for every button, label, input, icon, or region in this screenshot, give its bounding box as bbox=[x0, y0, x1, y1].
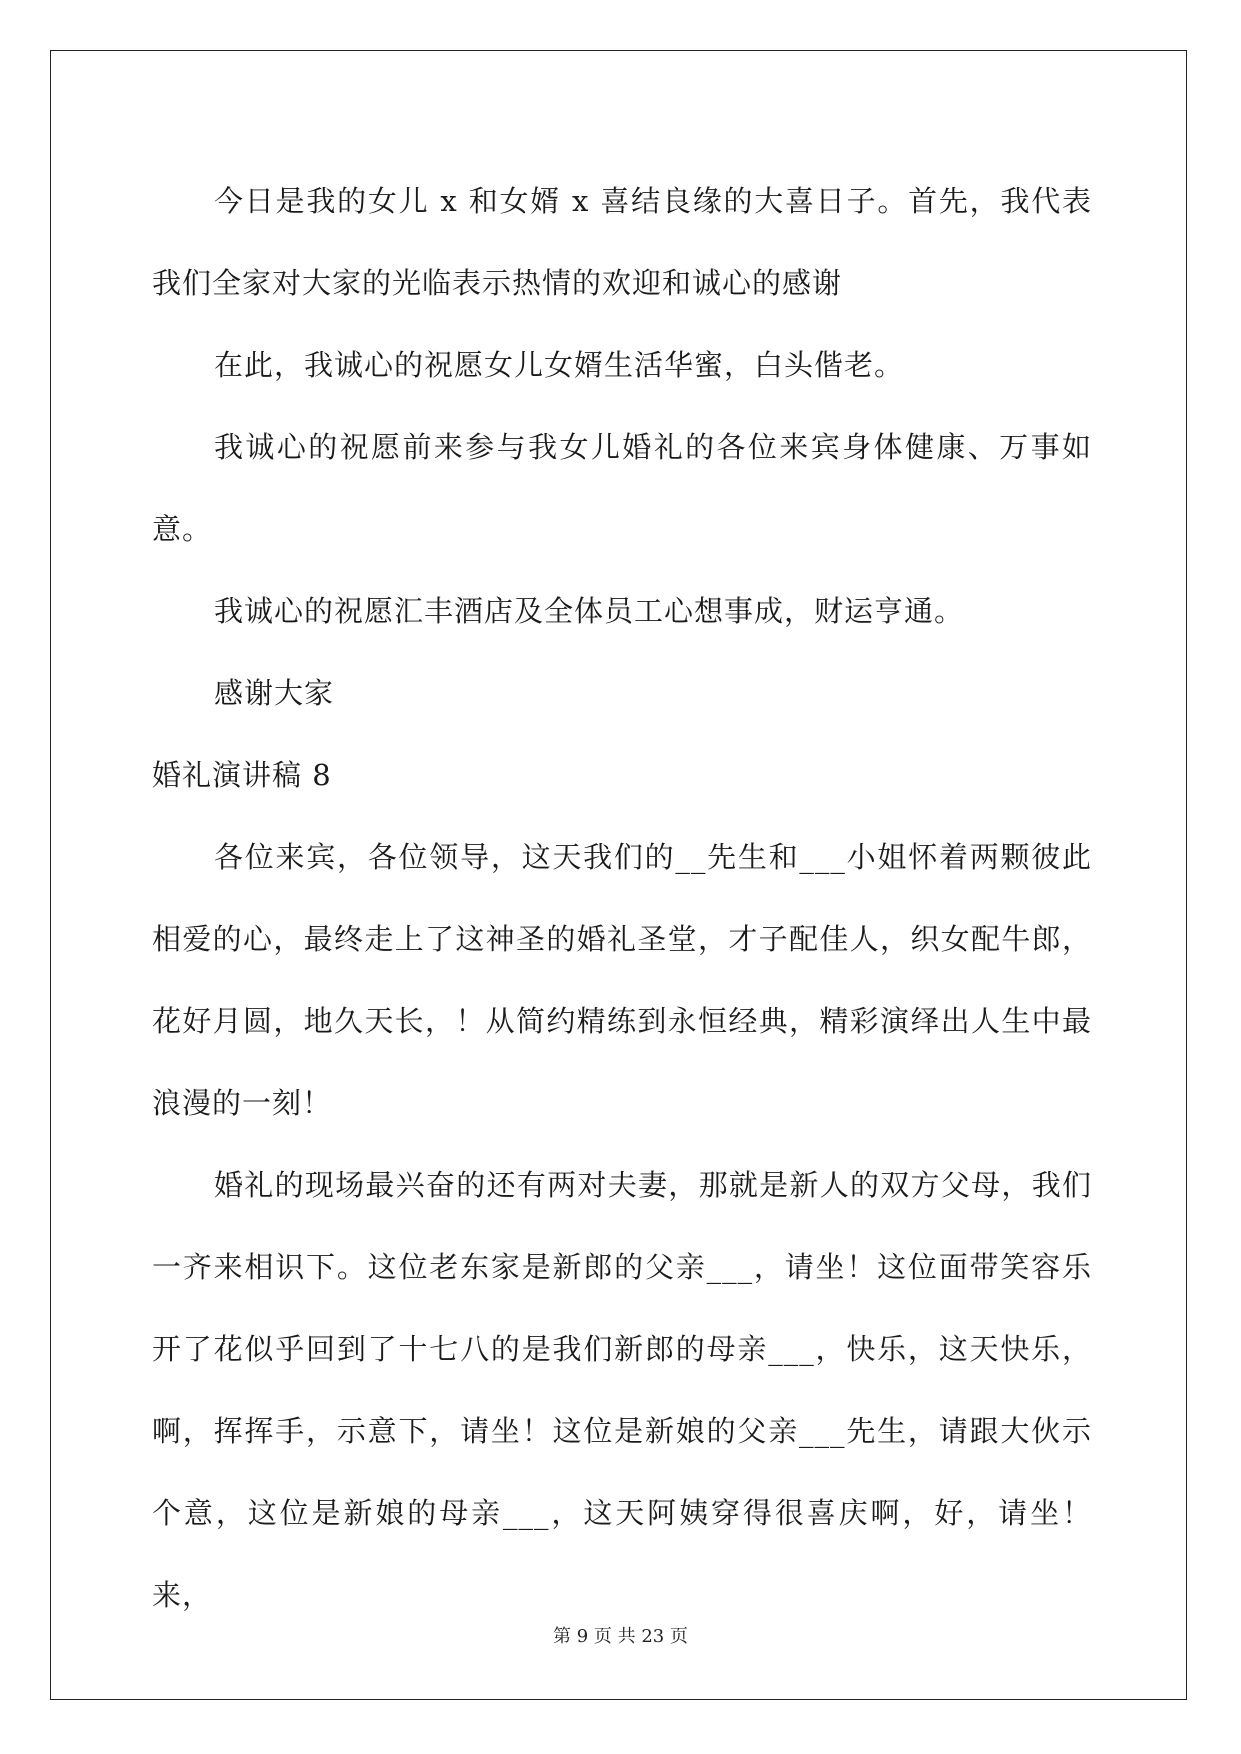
paragraph: 在此，我诚心的祝愿女儿女婿生活华蜜，白头偕老。 bbox=[214, 348, 905, 382]
section-heading: 婚礼演讲稿 8 bbox=[152, 758, 332, 792]
paragraph: 今日是我的女儿 x 和女婿 x 喜结良缘的大喜日子。首先，我代表我们全家对大家的光临表示热情的欢迎和诚心的感谢 bbox=[152, 184, 1092, 300]
page-footer: 第 9 页 共 23 页 bbox=[553, 1626, 688, 1647]
paragraph: 我诚心的祝愿汇丰酒店及全体员工心想事成，财运亨通。 bbox=[214, 594, 965, 628]
paragraph: 婚礼的现场最兴奋的还有两对夫妻，那就是新人的双方父母，我们一齐来相识下。这位老东家是新郎的父亲___，请坐！这位面带笑容乐开了花似乎回到了十七八的是我们新郎的母亲___，快乐，这天快乐，啊，挥挥手，示意下，请坐！这位是新娘的父亲___先生，请跟大伙示个意，这位是新娘的母亲___，这天阿姨穿得很喜庆啊，好，请坐！来， bbox=[152, 1168, 1092, 1612]
paragraph: 各位来宾，各位领导，这天我们的__先生和___小姐怀着两颗彼此相爱的心，最终走上了这神圣的婚礼圣堂，才子配佳人，织女配牛郎，花好月圆，地久天长，！从简约精练到永恒经典，精彩演绎出人生中最浪漫的一刻！ bbox=[152, 840, 1092, 1120]
paragraph: 我诚心的祝愿前来参与我女儿婚礼的各位来宾身体健康、万事如意。 bbox=[152, 430, 1092, 546]
document-body bbox=[152, 160, 1092, 1636]
paragraph: 感谢大家 bbox=[214, 676, 335, 710]
